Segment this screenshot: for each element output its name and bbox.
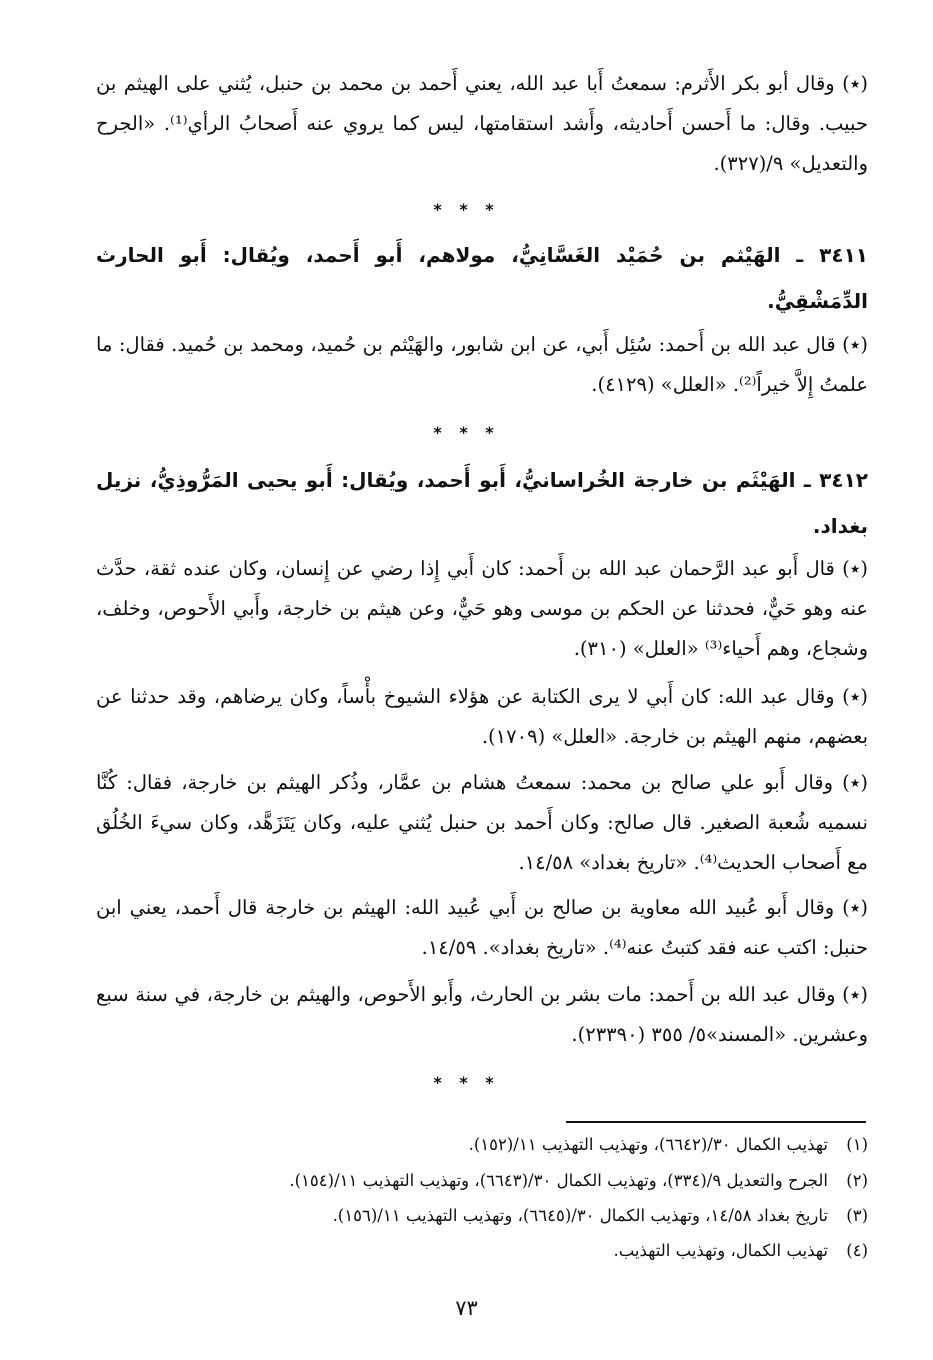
paragraph-abu-abdurrahman: (٭) قال أَبو عبد الرَّحمان عبد الله بن أَحمد: كان أَبي إِذا رضي عن إِنسان، وكان عنده ثقة، حدَّث عنه وهو حَيٌّ، فحدثنا عن الحكم بن موسى وهو حَيٌّ، وعن هيثم بن خارجة، وأَبي الأَحوص، وخلف، وشجاع، وهم أَحياء⁽³⁾ «العلل» (٣١٠). [96, 557, 868, 660]
paragraph-abu-ali-salih: (٭) وقال أَبو علي صالح بن محمد: سمعتُ هشام بن عمَّار، وذُكر الهيثم بن خارجة، فقال: كُنَّا نسميه شُعبة الصغير. قال صالح: وكان أَحمد بن حنبل يُثني عليه، وكان يَتَزَهَّد، وكان سيءَ الخُلُق مع أَصحاب الحديث⁽⁴⁾. «تاريخ بغداد» ١٤/٥٨. [96, 771, 868, 874]
footnote-text: الجرح والتعديل ٩/(٣٣٤)، وتهذيب الكمال ٣٠/(٦٦٤٣)، وتهذيب التهذيب ١١/(١٥٤). [289, 1171, 828, 1190]
paragraph-abdullah-kitaba: (٭) وقال عبد الله: كان أَبي لا يرى الكتابة عن هؤلاء الشيوخ بأْساً، وكان يرضاهم، وقد حدثنا عن بعضهم، منهم الهيثم بن خارجة. «العلل» (١٧٠٩). [96, 685, 868, 748]
footnote-number: (١) [846, 1135, 868, 1154]
footnote-text: تاريخ بغداد ١٤/٥٨، وتهذيب الكمال ٣٠/(٦٦٤٥)، وتهذيب التهذيب ١١/(١٥٦). [332, 1206, 828, 1225]
footnote-number: (٤) [846, 1241, 868, 1260]
entry-heading-3412: ٣٤١٢ ـ الهَيْثَم بن خارجة الخُراسانيُّ، أَبو أَحمد، ويُقال: أَبو يحيى المَرُّوذِيُّ، نزيل بغداد. [96, 468, 868, 538]
paragraph-muawiya: (٭) وقال أَبو عُبيد الله معاوية بن صالح بن أَبي عُبيد الله: الهيثم بن خارجة قال أَحمد، يعني ابن حنبل: اكتب عنه فقد كتبتُ عنه⁽⁴⁾. «تاريخ بغداد». ١٤/٥٩. [96, 896, 868, 959]
footnote-text: تهذيب الكمال، وتهذيب التهذيب. [613, 1241, 828, 1260]
footnote-number: (٣) [846, 1206, 868, 1225]
section-separator: * * * [433, 1073, 500, 1092]
footnote-3 [96, 1201, 868, 1230]
page-number: ٧٣ [455, 1296, 478, 1320]
paragraph-musnad: (٭) وقال عبد الله بن أَحمد: مات بشر بن الحارث، وأَبو الأَحوص، والهيثم بن خارجة، في سنة سبع وعشرين. «المسند»٥/ ٣٥٥ (٢٣٣٩٠). [96, 983, 868, 1046]
section-separator: * * * [433, 200, 500, 219]
footnote-1 [96, 1130, 868, 1159]
paragraph-athram: (٭) وقال أبو بكر الأَثرم: سمعتُ أَبا عبد الله، يعني أَحمد بن محمد بن حنبل، يُثني على الهيثم بن حبيب. وقال: ما أَحسن أَحاديثه، وأَشد استقامتها، ليس كما يروي عنه أَصحابُ الرأي⁽¹⁾. «الجرح والتعديل» ٩/(٣٢٧). [96, 72, 869, 175]
footnote-number: (٢) [846, 1171, 868, 1190]
entry-heading-3411: ٣٤١١ ـ الهَيْثم بن حُمَيْد الغَسَّانِيُّ، مولاهم، أَبو أَحمد، ويُقال: أَبو الحارث الدِّمَشْقِيُّ. [96, 243, 868, 313]
footnote-text: تهذيب الكمال ٣٠/(٦٦٤٢)، وتهذيب التهذيب ١١/(١٥٢). [468, 1135, 828, 1154]
section-separator: * * * [433, 423, 500, 442]
paragraph-abdullah-ibn-shabur: (٭) قال عبد الله بن أَحمد: سُئِل أَبي، عن ابن شابور، والهَيْثم بن حُميد، ومحمد بن حُميد. فقال: ما علمتُ إِلاَّ خيراً⁽²⁾. «العلل» (٤١٢٩). [96, 333, 868, 396]
footnote-rule [566, 1121, 866, 1123]
footnote-2 [96, 1166, 868, 1195]
footnote-4 [96, 1236, 868, 1265]
